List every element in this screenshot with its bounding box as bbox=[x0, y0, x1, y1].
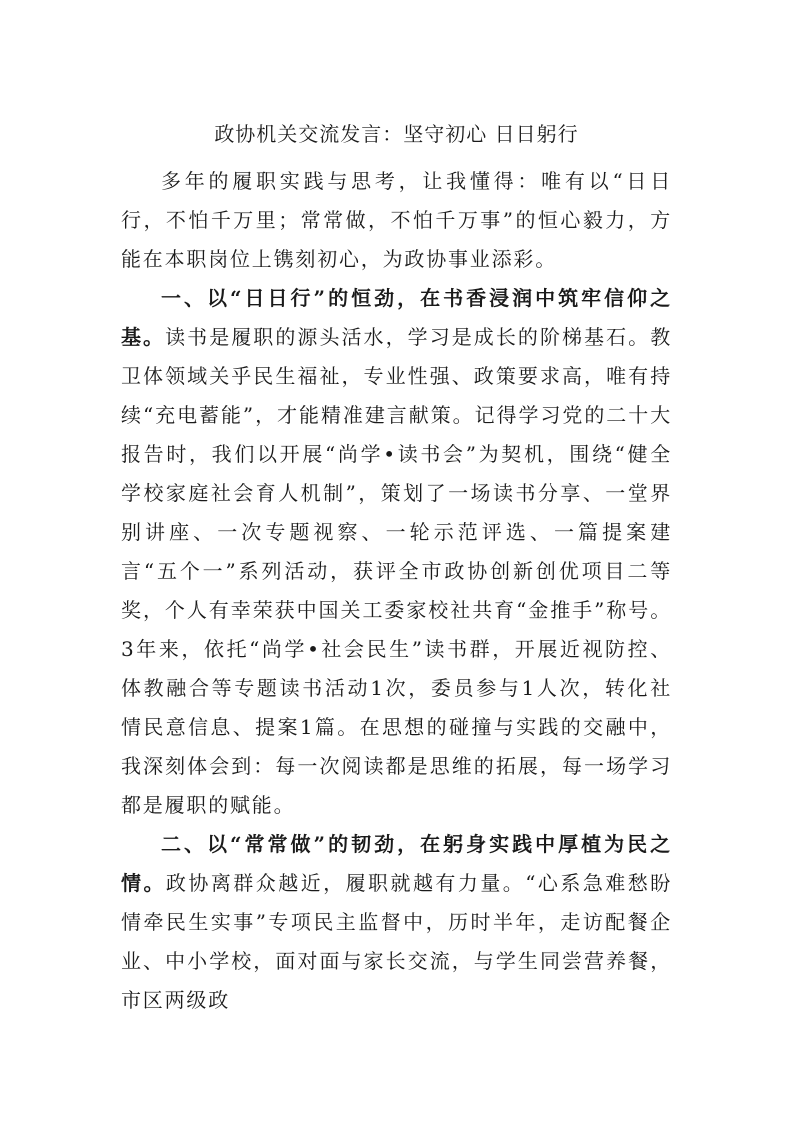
section-2-body: 政协离群众越近，履职就越有力量。“心系急难愁盼情牵民生实事”专项民主监督中，历时半年，走访配餐企业、中小学校，面对面与家长交流，与学生同尝营养餐，市区两级政 bbox=[121, 871, 672, 1012]
section-1-paragraph bbox=[121, 279, 672, 825]
document-title: 政协机关交流发言：坚守初心 日日躬行 bbox=[214, 122, 579, 146]
section-1-heading: 一、以“日日行”的恒劲，在书香浸润中筑牢信仰之基。 bbox=[121, 286, 672, 349]
section-2-paragraph bbox=[121, 825, 672, 1020]
section-1-body: 读书是履职的源头活水，学习是成长的阶梯基石。教卫体领域关乎民生福祉，专业性强、政策要求高，唯有持续“充电蓄能”，才能精准建言献策。记得学习党的二十大报告时，我们以开展“尚学•读书会”为契机，围绕“健全学校家庭社会育人机制”，策划了一场读书分享、一堂界别讲座、一次专题视察、一轮示范评选、一篇提案建言“五个一”系列活动，获评全市政协创新创优项目二等奖，个人有幸荣获中国关工委家校社共育“金推手”称号。3年来，依托“尚学•社会民生”读书群，开展近视防控、体教融合等专题读书活动1次，委员参与1人次，转化社情民意信息、提案1篇。在思想的碰撞与实践的交融中，我深刻体会到：每一次阅读都是思维的拓展，每一场学习都是履职的赋能。 bbox=[121, 325, 672, 817]
section-2-heading: 二、以“常常做”的韧劲，在躬身实践中厚植为民之情。 bbox=[121, 832, 672, 895]
intro-paragraph: 多年的履职实践与思考，让我懂得：唯有以“日日行，不怕千万里；常常做，不怕千万事”的恒心毅力，方能在本职岗位上镌刻初心，为政协事业添彩。 bbox=[121, 169, 672, 271]
